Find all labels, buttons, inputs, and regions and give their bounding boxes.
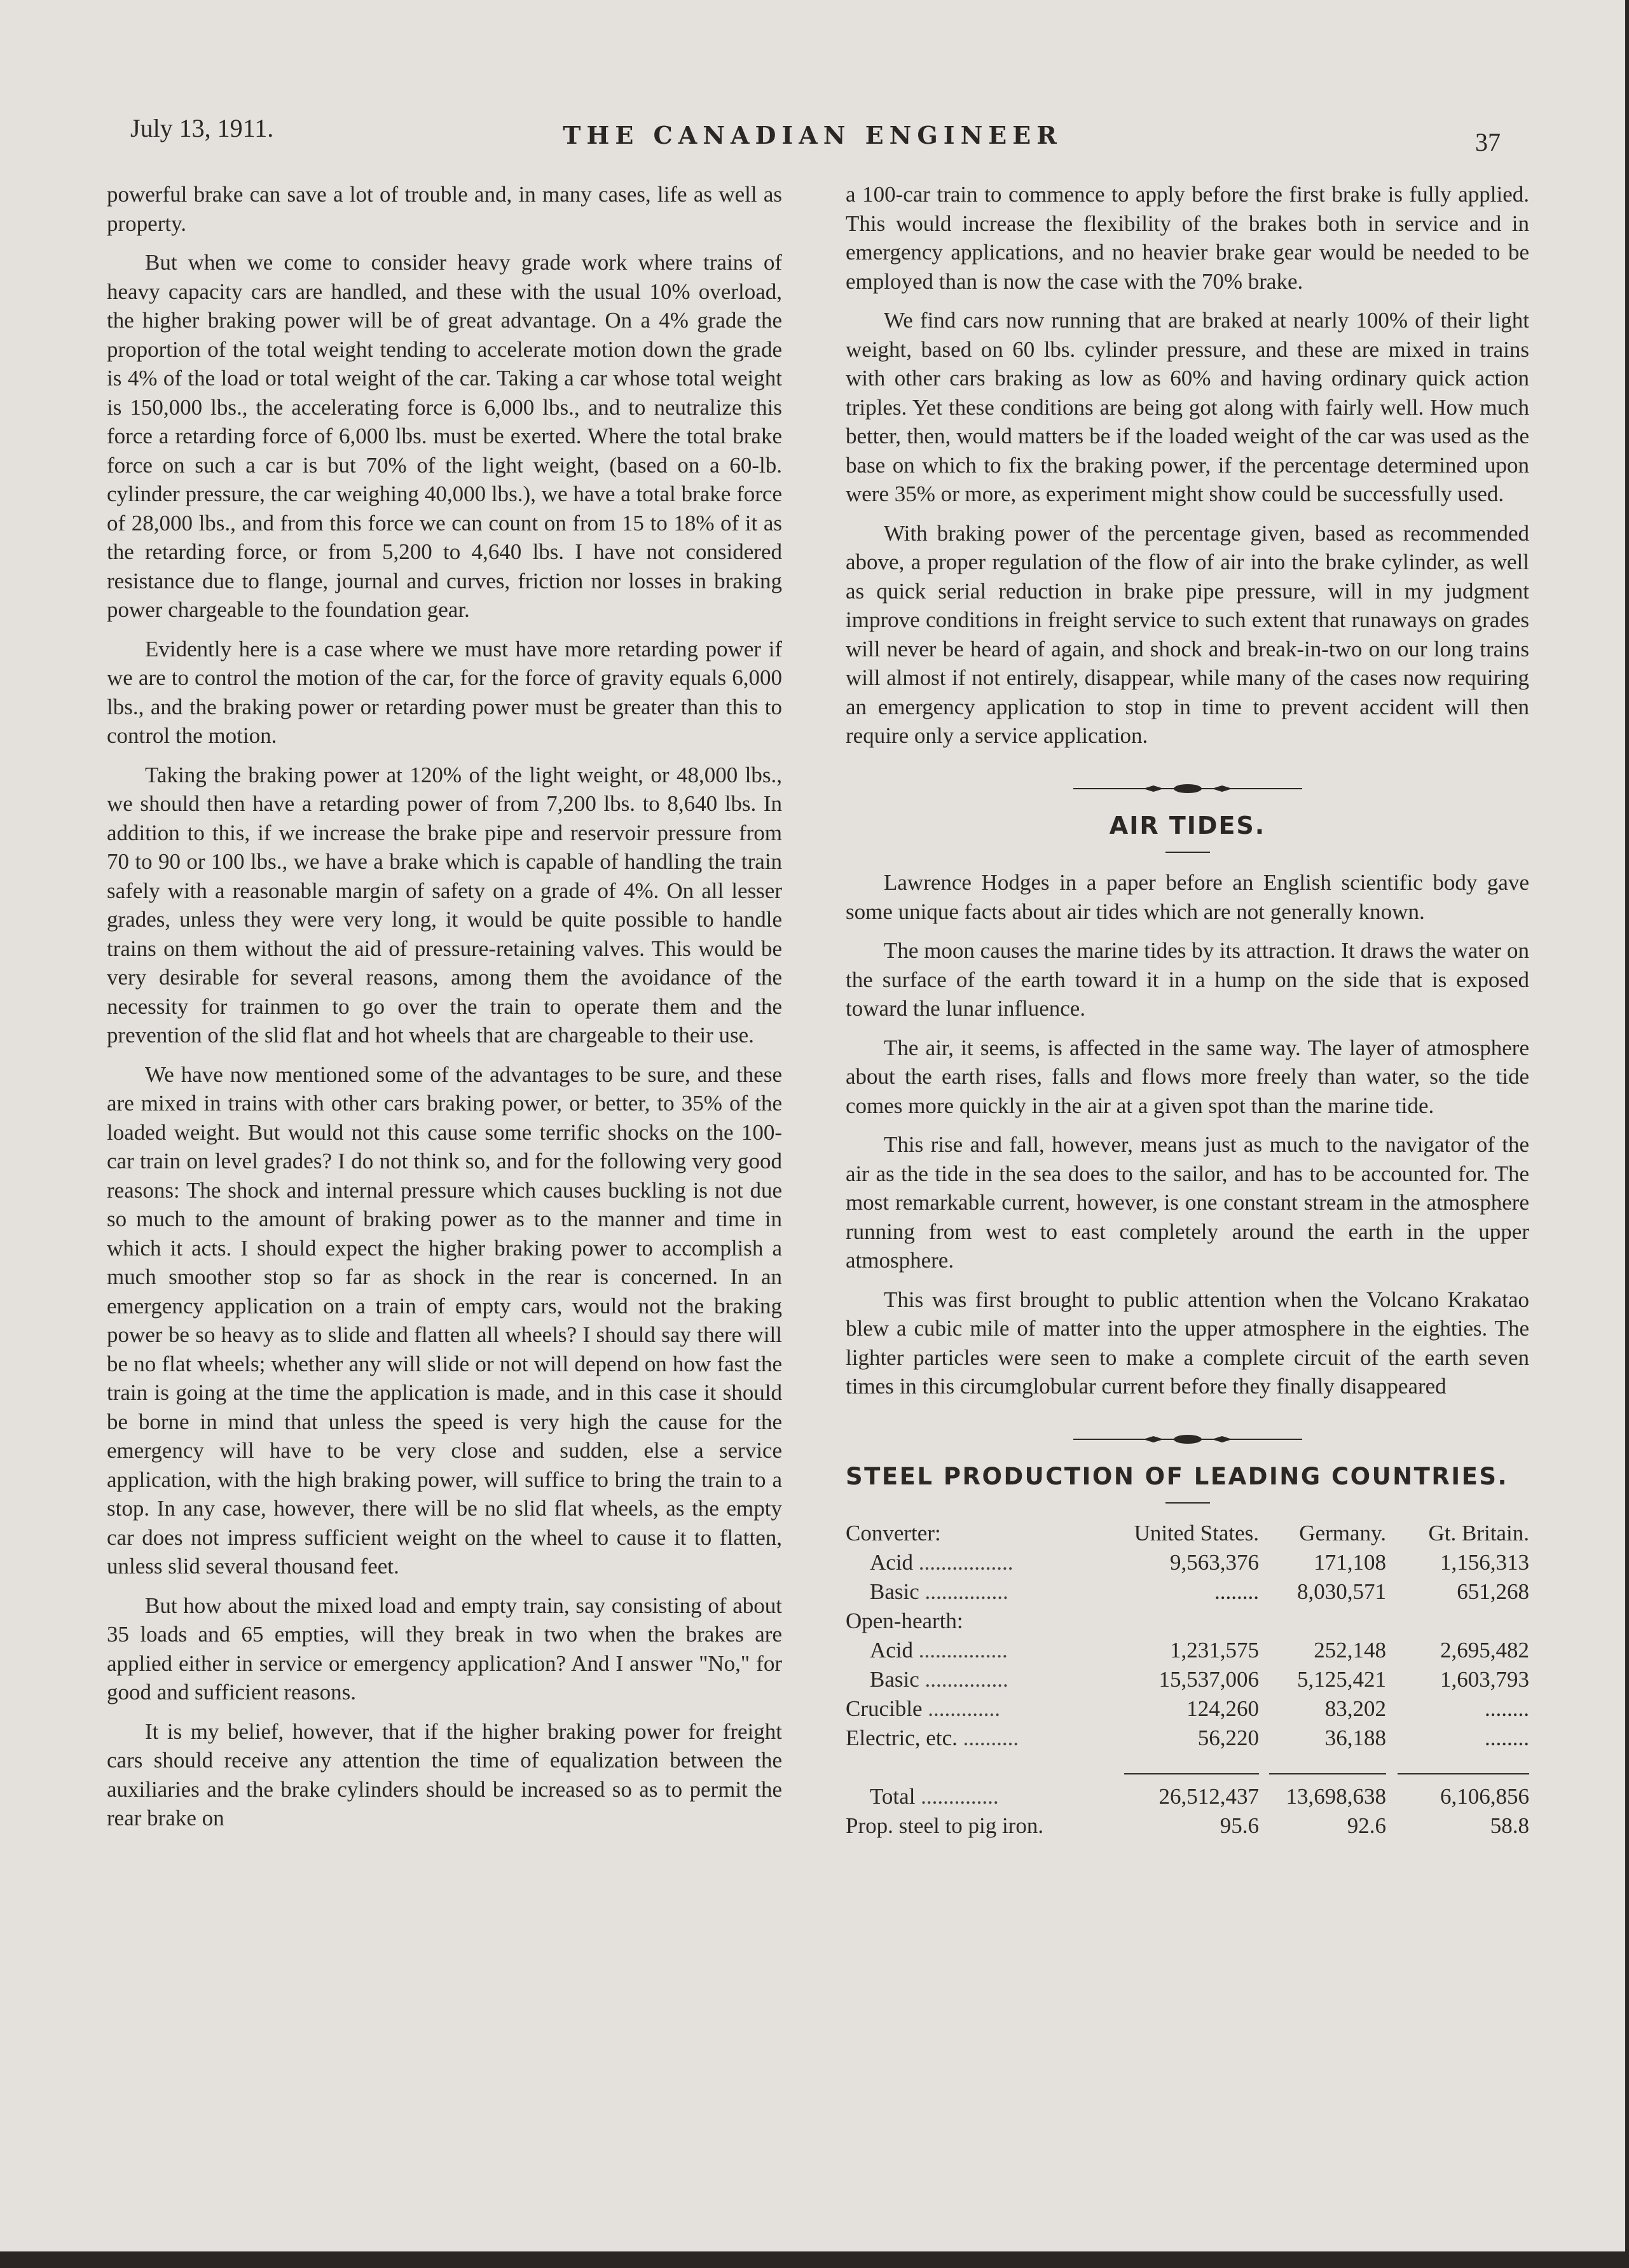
open-hearth-label: Open-hearth: [846,1608,963,1634]
table-row [846,1577,1529,1607]
proportion-row [846,1811,1529,1841]
table-row [846,1636,1529,1665]
paragraph: It is my belief, however, that if the higher braking power for freight cars should receive any attention the time of equalization between the auxiliaries and the brake cylinders should be increased so as to permit the rear brake on [107,1718,782,1830]
table-row [846,1724,1529,1753]
table-row [846,1665,1529,1694]
table-cell: 1,156,313 [1440,1550,1529,1575]
paragraph: With braking power of the percentage given, based as recommended above, a proper regulation of the flow of air into the brake cylinder, as well as quick serial reduction in brake pipe pressure, will in my judgment improve conditions in freight service to such extent that runaways on grades will never be heard of again, and shock and break-in-two on our long trains will almost if not entirely, disappear, while many of the cases now requiring an emergency application to stop in time to prevent accident will then require only a service application. [846,520,1529,748]
table-group-row [846,1607,1529,1636]
table-cell: 2,695,482 [1440,1638,1529,1663]
steel-production-table [846,1519,1529,1841]
table-cell: 95.6 [1220,1813,1259,1839]
leader-dots: ............... [924,1667,1008,1692]
table-cell: 124,260 [1186,1696,1259,1722]
leader-dots: ............. [928,1696,1001,1722]
sum-rule [1386,1753,1529,1782]
table-cell: 171,108 [1314,1550,1386,1575]
table-cell: ........ [1214,1579,1259,1605]
table-cell: 6,106,856 [1440,1784,1529,1809]
air-tides-title: AIR TIDES. [1109,811,1266,840]
table-cell: 26,512,437 [1158,1784,1259,1809]
leader-dots: .......... [963,1725,1019,1751]
row-label: Acid [870,1638,914,1663]
page-number: 37 [1475,128,1501,156]
leader-dots: .............. [921,1784,999,1809]
table-cell: 5,125,421 [1297,1667,1386,1692]
table-cell: 83,202 [1324,1696,1386,1722]
paragraph: Taking the braking power at 120% of the light weight, or 48,000 lbs., we should then have a retarding power of from 7,200 lbs. to 8,640 lbs. In addition to this, if we increase the brake pipe and reservoir pressure from 70 to 90 or 100 lbs., we have a brake which is capable of handling the train safely with a reasonable margin of safety on a grade of 4%. On all lesser grades, unless they were very long, it would be quite possible to handle trains on them without the aid of pressure-retaining valves. This would be very desirable for several reasons, among them the avoidance of the necessity for trainmen to go over the train to operate them and the prevention of the slid flat and hot wheels that are chargeable to their use. [107,762,782,1048]
table-cell: 1,231,575 [1170,1638,1259,1663]
sum-rule [1113,1753,1259,1782]
total-row [846,1782,1529,1811]
leader-dots: ................ [918,1638,1008,1663]
steel-production-title: STEEL PRODUCTION OF LEADING COUNTRIES. [846,1462,1509,1490]
table-cell: ........ [1485,1696,1529,1722]
table-cell: 58.8 [1490,1813,1529,1839]
table-cell: 651,268 [1457,1579,1529,1605]
table-cell: 15,537,006 [1158,1667,1259,1692]
table-cell: 92.6 [1347,1813,1386,1839]
leader-dots: ................. [918,1550,1014,1575]
sum-rule [1259,1753,1386,1782]
paragraph: Evidently here is a case where we must have more retarding power if we are to control the motion of the car, for the force of gravity equals 6,000 lbs., and the braking power or retarding power must be greater than this to control the motion. [107,636,782,748]
row-label: Basic [870,1667,919,1692]
right-column [846,180,1529,1841]
leader-dots: ............... [924,1579,1008,1605]
table-cell: 56,220 [1197,1725,1259,1751]
row-label: Prop. steel to pig iron. [846,1813,1044,1839]
paragraph: This was first brought to public attention when the Volcano Krakatao blew a cubic mile of matter into the upper atmosphere in the eighties. The lighter particles were seen to make a complete circuit of the earth seven times in this circumglobular current before they finally disappeared [846,1287,1529,1399]
title-rule [1165,1502,1210,1504]
column-header: Germany. [1299,1521,1386,1546]
table-cell: 8,030,571 [1297,1579,1386,1605]
row-label: Total [870,1784,916,1809]
paragraph: But when we come to consider heavy grade work where trains of heavy capacity cars are handled, and these with the usual 10% overload, the higher braking power will be of great advantage. On a 4% grade the proportion of the total weight tending to accelerate motion down the grade is 4% of the load or total weight of the car. Taking a car whose total weight is 150,000 lbs., the accelerating force is 6,000 lbs., and to neutralize this force a retarding force of 6,000 lbs. must be exerted. Where the total brake force on such a car is but 70% of the light weight, (based on a 60-lb. cylinder pressure, the car weighing 40,000 lbs.), we have a total brake force of 28,000 lbs., and from this force we can count on from 15 to 18% of it as the retarding force, or from 5,200 to 4,640 lbs. I have not considered resistance due to flange, journal and curves, friction nor losses in braking power chargeable to the foundation gear. [107,250,782,622]
table-header-row [846,1519,1529,1548]
table-cell: 1,603,793 [1440,1667,1529,1692]
section-divider-ornament [846,1433,1529,1446]
table-cell: 13,698,638 [1286,1784,1386,1809]
table-row [846,1694,1529,1724]
title-rule [1165,852,1210,853]
paragraph: The air, it seems, is affected in the same way. The layer of atmosphere about the earth rises, falls and flows more freely than water, so the tide comes more quickly in the air at a given spot than the marine tide. [846,1035,1529,1118]
paragraph: We have now mentioned some of the advantages to be sure, and these are mixed in trains with other cars braking power, or better, to 35% of the loaded weight. But would not this cause some terrific shocks on the 100-car train on level grades? I do not think so, and for the following very good reasons: The shock and internal pressure which causes buckling is not due so much to the amount of braking power as to the manner and time in which it acts. I should expect the higher braking power to accomplish a much smoother stop so far as shock in the rear is concerned. In an emergency application on a train of empty cars, would not the braking power be so heavy as to slide and flatten all wheels? I should say there will be no flat wheels; whether any will slide or not will depend on how fast the train is going at the time the application is made, and in this case it should be borne in mind that unless the speed is very high the cause for the emergency will have to be very close and sudden, else a service application, with the high braking power, will suffice to bring the train to a stop. In any case, however, there will be no slid flat wheels, as the empty car does not impress sufficient weight on the wheel to cause it to flatten, unless slid several thousand feet. [107,1061,782,1579]
converter-label: Converter: [846,1521,941,1546]
publication-title: THE CANADIAN ENGINEER [563,121,1062,149]
row-label: Basic [870,1579,919,1605]
paragraph: Lawrence Hodges in a paper before an English scientific body gave some unique facts about air tides which are not generally known. [846,870,1529,924]
sum-rule-row [846,1753,1529,1782]
row-label: Electric, etc. [846,1725,958,1751]
row-label: Acid [870,1550,914,1575]
table-cell: 9,563,376 [1170,1550,1259,1575]
table-cell: 36,188 [1324,1725,1386,1751]
table-row [846,1548,1529,1577]
row-label: Crucible [846,1696,923,1722]
paragraph: powerful brake can save a lot of trouble and, in many cases, life as well as property. [107,182,782,236]
issue-date: July 13, 1911. [130,114,274,142]
column-header: Gt. Britain. [1428,1521,1529,1546]
column-header: United States. [1134,1521,1259,1546]
paragraph: But how about the mixed load and empty train, say consisting of about 35 loads and 65 empties, will they break in two when the brakes are applied either in service or emergency application? And I answer "No," for good and sufficient reasons. [107,1593,782,1704]
paragraph: This rise and fall, however, means just as much to the navigator of the air as the tide in the sea does to the sailor, and has to be accounted for. The most remarkable current, however, is one constant stream in the atmosphere running from west to east completely around the earth in the upper atmosphere. [846,1132,1529,1273]
section-divider-ornament [846,782,1529,795]
left-column [107,180,782,1843]
table-cell: 252,148 [1314,1638,1386,1663]
table-cell: ........ [1485,1725,1529,1751]
paragraph: We find cars now running that are braked at nearly 100% of their light weight, based on 60 lbs. cylinder pressure, and these are mixed in trains with other cars braking as low as 60% and having ordinary quick action triples. Yet these conditions are being got along with fairly well. How much better, then, would matters be if the loaded weight of the car was used as the base on which to fix the braking power, if the percentage determined upon were 35% or more, as experiment might show could be successfully used. [846,308,1529,506]
paragraph: a 100-car train to commence to apply before the first brake is fully applied. This would increase the flexibility of the brakes both in service and in emergency applications, and no heavier brake gear would be needed to be employed than is now the case with the 70% brake. [846,182,1529,294]
paragraph: The moon causes the marine tides by its attraction. It draws the water on the surface of the earth toward it in a hump on the side that is exposed toward the lunar influence. [846,938,1529,1021]
